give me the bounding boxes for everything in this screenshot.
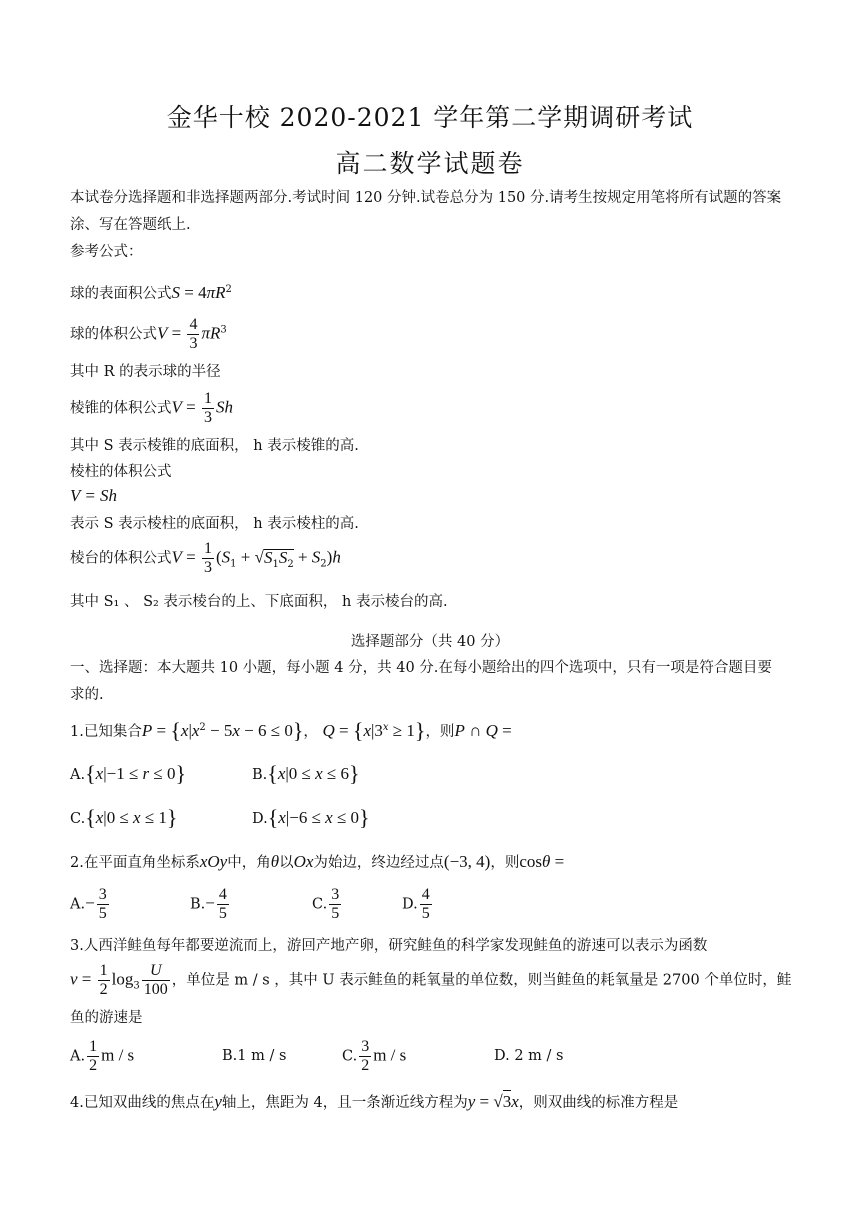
question-2-option-b: B.− $\frac{4}{5}$ — [190, 886, 227, 922]
question-2-option-c: C. $\frac{3}{5}$ — [312, 886, 340, 922]
sphere-area-formula: 球的表面积公式$S = 4\pi R^2$ — [70, 282, 232, 302]
question-2-option-a: A.− $\frac{3}{5}$ — [70, 886, 107, 922]
cone-note: 其中 S 表示棱锥的底面积， h 表示棱锥的高. — [70, 438, 359, 454]
question-3-line-2: v = $\frac{1}{2}$ $\log_3$ $\frac{U}{100}$ ，单位是 m / s ，其中 U 表示鲑鱼的耗氧量的单位数，则当鲑鱼的耗氧量是 2700 个单位时，鲑 — [70, 962, 792, 998]
frustum-label: 棱台的体积公式 — [70, 550, 172, 567]
section-heading: 选择题部分（共 40 分） — [350, 634, 510, 650]
question-3-option-c: C. $\frac{3}{2}$ m / s — [342, 1038, 407, 1074]
cone-volume-formula: 棱锥的体积公式V = $\frac{1}{3}$ Sh — [70, 390, 233, 426]
section-instructions-line-1: 一、选择题：本大题共 10 小题，每小题 4 分，共 40 分.在每小题给出的四个选项中，只有一项是符合题目要 — [70, 660, 772, 676]
question-1-option-c: C.{x|0 ≤ x ≤ 1} — [70, 805, 178, 830]
prism-label: 棱柱的体积公式 — [70, 464, 172, 480]
prism-note: 表示 S 表示棱柱的底面积， h 表示棱柱的高. — [70, 516, 359, 532]
cone-label: 棱锥的体积公式 — [70, 400, 172, 417]
intro-line-1: 本试卷分选择题和非选择题两部分.考试时间 120 分钟.试卷总分为 150 分.请考生按规定用笔将所有试题的答案 — [70, 190, 782, 206]
intro-line-2: 涂、写在答题纸上. — [70, 217, 191, 233]
question-2-stem: 2.在平面直角坐标系xOy中，角θ以Ox为始边，终边经过点(−3, 4)，则cosθ = — [70, 852, 565, 871]
exam-subtitle: 高二数学试题卷 — [335, 149, 525, 178]
sphere-note: 其中 R 的表示球的半径 — [70, 364, 221, 380]
exam-title: 金华十校 2020-2021 学年第二学期调研考试 — [166, 103, 694, 132]
question-1-option-a: A.{x|−1 ≤ r ≤ 0} — [70, 761, 187, 786]
question-3-option-a: A. $\frac{1}{2}$ m / s — [70, 1038, 135, 1074]
question-4-stem: 4.已知双曲线的焦点在y轴上，焦距为 4，且一条渐近线方程为y = √3x，则双曲线的标准方程是 — [70, 1092, 679, 1111]
section-instructions-line-2: 求的. — [70, 687, 104, 703]
question-3-line-1: 3.人西洋鲑鱼每年都要逆流而上，游回产地产卵，研究鲑鱼的科学家发现鲑鱼的游速可以表示为函数 — [70, 938, 708, 954]
formulas-label: 参考公式： — [70, 244, 143, 260]
prism-formula: V = Sh — [70, 486, 118, 505]
question-1-stem: 1.已知集合$P = \{x|x^2 - 5x - 6 \le 0\}$， $Q = \{x|3^x \ge 1\}$，则P ∩ Q = — [70, 717, 512, 743]
question-1-option-b: B.{x|0 ≤ x ≤ 6} — [252, 761, 360, 786]
question-1-option-d: D.{x|−6 ≤ x ≤ 0} — [252, 805, 370, 830]
sphere-area-label: 球的表面积公式 — [70, 285, 172, 302]
question-3-option-d: D. 2 m / s — [494, 1048, 564, 1064]
question-3-option-b: B.1 m / s — [222, 1048, 287, 1064]
frustum-volume-formula: 棱台的体积公式V = $\frac{1}{3}$ $(S_1 + √S_1S_2 + S_2)h$ — [70, 540, 341, 576]
question-2-option-d: D. $\frac{4}{5}$ — [402, 886, 430, 922]
sphere-volume-label: 球的体积公式 — [70, 326, 157, 343]
sphere-volume-formula: 球的体积公式V = $\frac{4}{3}$ $\pi R^3$ — [70, 316, 227, 352]
frustum-note: 其中 S₁ 、 S₂ 表示棱台的上、下底面积， h 表示棱台的高. — [70, 594, 448, 610]
question-3-line-3: 鱼的游速是 — [70, 1010, 143, 1026]
